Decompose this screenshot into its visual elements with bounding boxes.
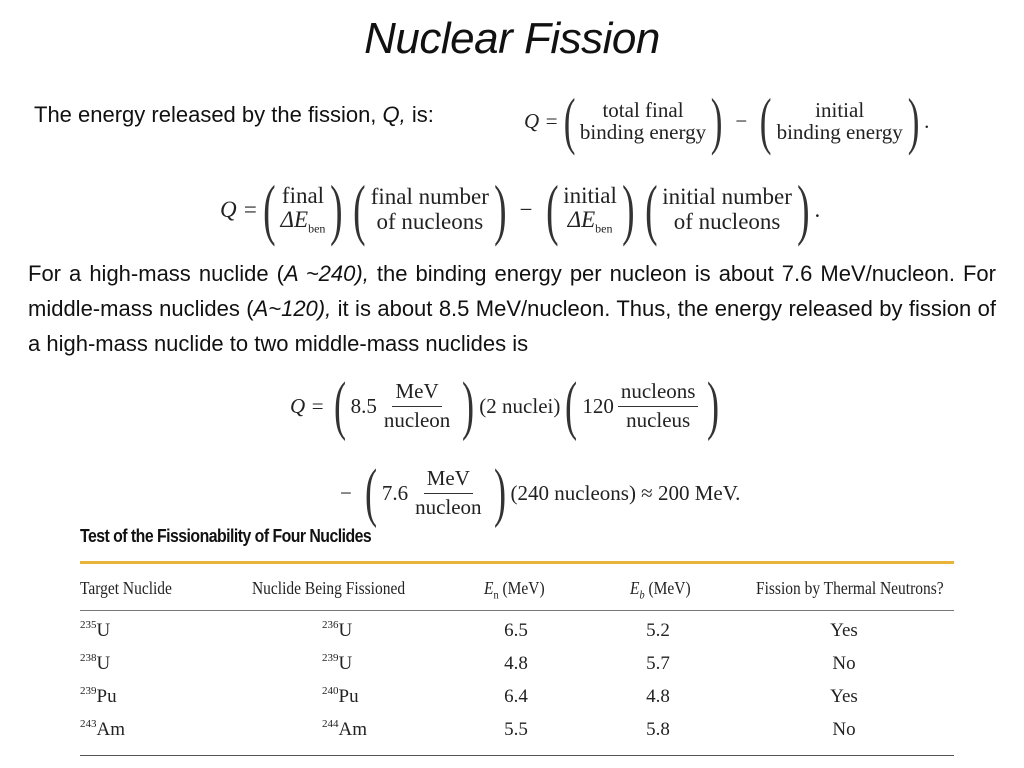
header-en (484, 578, 545, 603)
eq3-coef1: 8.5 (350, 393, 377, 418)
eq4-den: nucleon (415, 494, 482, 519)
fissioned-symbol: U (338, 620, 353, 641)
table-cell-target (80, 653, 110, 675)
eq2-end: . (814, 196, 821, 222)
table-cell-en: 4.8 (504, 653, 528, 674)
eq3-coef2: 120 (582, 393, 614, 418)
header-eb-unit: (MeV) (644, 578, 691, 598)
table-cell-eb: 5.7 (646, 653, 670, 674)
para-a-mid: A~120), (253, 296, 332, 321)
eq2-d-line1: initial number (662, 184, 792, 210)
para-a-high: A ~240), (283, 261, 369, 286)
eq2-a-line1: final (281, 182, 325, 208)
table-cell-en: 6.4 (504, 686, 528, 707)
eq3-num2: nucleons (618, 380, 699, 406)
eq2-c-line2: ΔE (567, 206, 596, 232)
equation-q-numeric-2 (340, 455, 740, 531)
table-top-rule (80, 561, 954, 564)
header-fissioned: Nuclide Being Fissioned (252, 578, 406, 598)
eq3-den2: nucleus (626, 407, 691, 432)
header-en-sub: n (493, 587, 499, 602)
table-cell-fissioned (322, 620, 352, 642)
eq2-lhs: Q = (220, 196, 258, 222)
header-eb-symbol: E (630, 578, 640, 598)
eq2-b-line1: final number (370, 184, 489, 210)
eq2-b-line2: of nucleons (376, 208, 484, 234)
eq3-nuclei: (2 nuclei) (479, 393, 561, 418)
table-cell-eb: 5.2 (646, 620, 670, 641)
eq4-tail: (240 nucleons) ≈ 200 MeV. (510, 480, 741, 505)
eq2-c-line1: initial (563, 182, 617, 208)
fissioned-symbol: Pu (338, 686, 359, 707)
eq3-den1: nucleon (383, 407, 451, 432)
target-mass-number: 235 (80, 619, 97, 631)
eq1-term1: ( total final binding energy ) (563, 85, 723, 156)
eq2-term-b: ( final number of nucleons ) (353, 171, 507, 247)
equation-q-numeric-1 (290, 368, 724, 444)
table-cell-fissioned (322, 686, 359, 708)
table-cell-thermal-fission: No (832, 719, 856, 740)
header-en-symbol: E (484, 578, 494, 598)
eq2-a-sub: ben (308, 221, 326, 236)
target-symbol: U (96, 653, 111, 674)
header-target: Target Nuclide (80, 578, 172, 598)
intro-before: The energy released by the fission, (34, 102, 377, 127)
table-cell-thermal-fission: Yes (830, 620, 858, 641)
eq1-term2-line1: initial (815, 97, 865, 122)
eq2-minus: − (519, 196, 533, 222)
header-eb (630, 578, 691, 603)
table-cell-fissioned (322, 719, 367, 741)
eq2-term-a: ( final $\Delta E_{ben}$ ) (262, 171, 343, 247)
eq2-a-line2: ΔE (280, 206, 309, 232)
para-part3: it is about 8.5 MeV/nucleon. Thus, the energy released by fission of a high-mass nuclide to two middle-mass nuclides is (28, 296, 996, 356)
eq3-num1: MeV (392, 380, 441, 406)
eq1-term2-line2: binding energy (776, 120, 903, 144)
header-en-unit: (MeV) (498, 578, 545, 598)
table-cell-en: 5.5 (504, 719, 528, 740)
intro-q: Q, (382, 102, 406, 127)
target-symbol: Pu (96, 686, 117, 707)
table-cell-eb: 4.8 (646, 686, 670, 707)
target-mass-number: 243 (80, 718, 97, 730)
eq3-term2: ( 120 $\frac{\text{nucleons}}{\text{nucleus}}$ ) (565, 369, 720, 442)
eq2-d-line2: of nucleons (673, 208, 781, 234)
fissioned-mass-number: 240 (322, 685, 339, 697)
eq2-c-sub: ben (595, 221, 613, 236)
equation-q-expanded (220, 170, 820, 249)
target-mass-number: 239 (80, 685, 97, 697)
table-cell-thermal-fission: No (832, 653, 856, 674)
target-symbol: U (96, 620, 111, 641)
fissioned-symbol: U (338, 653, 353, 674)
eq2-term-c: ( initial $\Delta E_{ben}$ ) (545, 171, 635, 247)
table-cell-target (80, 620, 110, 642)
eq1-term2: ( initial binding energy ) (760, 85, 920, 156)
para-part2: the binding energy per nucleon is about 7.6 MeV/nucleon. For middle-mass nuclides ( (28, 261, 996, 321)
target-symbol: Am (96, 719, 125, 740)
table-cell-target (80, 686, 117, 708)
eq4-coef: 7.6 (381, 480, 409, 505)
eq1-end: . (924, 108, 930, 133)
header-thermal: Fission by Thermal Neutrons? (756, 578, 944, 598)
eq3-term1: ( 8.5 $\frac{\text{MeV}}{\text{nucleon}}$ ) (333, 369, 475, 442)
fissioned-mass-number: 239 (322, 652, 339, 664)
fissioned-mass-number: 236 (322, 619, 339, 631)
fissioned-mass-number: 244 (322, 718, 339, 730)
eq4-num: MeV (424, 467, 473, 493)
eq1-term1-line2: binding energy (579, 120, 707, 144)
intro-after: is: (411, 102, 434, 127)
page-title: Nuclear Fission (364, 14, 660, 63)
eq2-term-d: ( initial number of nucleons ) (644, 171, 810, 247)
eq1-minus: − (735, 108, 748, 133)
explanation-paragraph (28, 256, 996, 361)
fissioned-symbol: Am (338, 719, 367, 740)
table-cell-thermal-fission: Yes (830, 686, 858, 707)
table-title: Test of the Fissionability of Four Nuclides (80, 526, 372, 546)
eq3-lhs: Q = (290, 393, 325, 418)
eq4-minus: − (340, 480, 352, 505)
table-cell-target (80, 719, 125, 741)
eq1-term1-line1: total final (602, 97, 684, 122)
table-cell-eb: 5.8 (646, 719, 670, 740)
table-header-rule (80, 610, 954, 611)
para-part1: For a high-mass nuclide ( (28, 261, 284, 286)
table-cell-en: 6.5 (504, 620, 528, 641)
table-cell-fissioned (322, 653, 352, 675)
eq1-lhs: Q = (524, 108, 559, 133)
header-eb-sub: b (639, 587, 645, 602)
equation-q-definition (524, 84, 929, 158)
eq4-term: ( 7.6 $\frac{\text{MeV}}{\text{nucleon}}$ ) (364, 456, 506, 529)
table-bottom-rule (80, 755, 954, 756)
intro-text (34, 102, 434, 128)
target-mass-number: 238 (80, 652, 97, 664)
